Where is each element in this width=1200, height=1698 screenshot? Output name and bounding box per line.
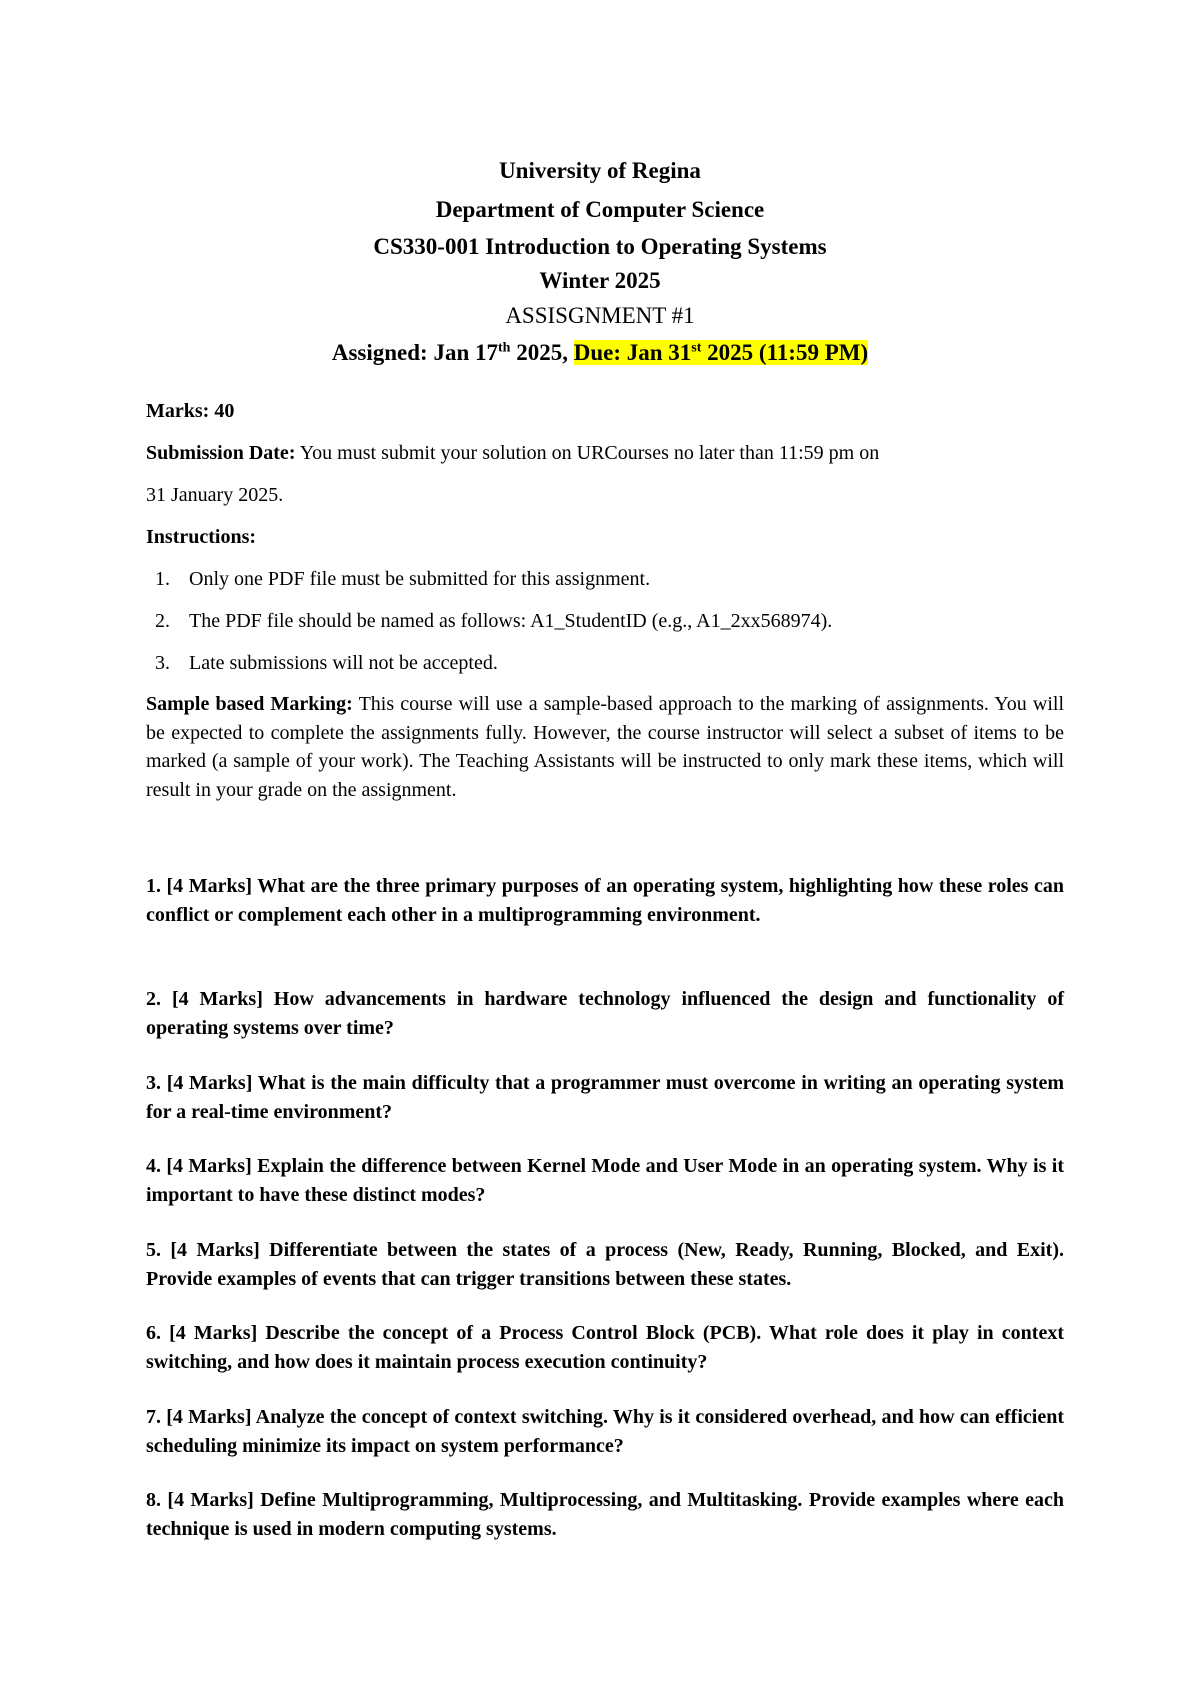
question-2: 2. [4 Marks] How advancements in hardware technology influenced the design and functionality of operating systems over time? (146, 988, 1064, 1039)
term: Winter 2025 (539, 268, 661, 293)
submission-date-label: Submission Date: (146, 442, 296, 464)
question-5: 5. [4 Marks] Differentiate between the states of a process (New, Ready, Running, Blocked, and Exit). Provide examples of events that can trigger transitions between these states. (146, 1239, 1064, 1290)
dates-line (0, 336, 1200, 370)
sample-marking-label: Sample based Marking: (146, 693, 353, 715)
instruction-item: 1. Only one PDF file must be submitted for this assignment. (155, 568, 651, 590)
submission-date-text: You must submit your solution on URCourses no later than 11:59 pm on (295, 442, 880, 464)
assigned-date: Assigned: Jan 17th 2025, (331, 340, 574, 365)
due-date-highlight: Due: Jan 31st 2025 (11:59 PM) (573, 340, 869, 365)
course-title: CS330-001 Introduction to Operating Systems (373, 234, 827, 259)
sample-marking-paragraph (146, 690, 1064, 804)
submission-date-line (146, 439, 879, 467)
instruction-item: 2. The PDF file should be named as follows: A1_StudentID (e.g., A1_2xx568974). (155, 610, 833, 632)
assignment-title: ASSISGNMENT #1 (505, 303, 695, 328)
instructions-label: Instructions: (146, 526, 257, 548)
university-name: University of Regina (499, 158, 701, 183)
department-name: Department of Computer Science (435, 197, 765, 222)
question-6: 6. [4 Marks] Describe the concept of a Process Control Block (PCB). What role does it play in context switching, and how does it maintain process execution continuity? (146, 1322, 1064, 1373)
marks-label: Marks: 40 (146, 400, 235, 422)
question-1: 1. [4 Marks] What are the three primary purposes of an operating system, highlighting how these roles can conflict or complement each other in a multiprogramming environment. (146, 875, 1064, 926)
question-7: 7. [4 Marks] Analyze the concept of context switching. Why is it considered overhead, and how can efficient scheduling minimize its impact on system performance? (146, 1406, 1064, 1457)
question-3: 3. [4 Marks] What is the main difficulty that a programmer must overcome in writing an operating system for a real-time environment? (146, 1072, 1064, 1123)
sample-marking-text: This course will use a sample-based approach to the marking of assignments. You will be expected to complete the assignments fully. However, the course instructor will select a subset of items to be marked (a sample of your work). The Teaching Assistants will be instructed to only mark these items, which will result in your grade on the assignment. (146, 693, 1064, 801)
question-4: 4. [4 Marks] Explain the difference between Kernel Mode and User Mode in an operating system. Why is it important to have these distinct modes? (146, 1155, 1064, 1206)
question-8: 8. [4 Marks] Define Multiprogramming, Multiprocessing, and Multitasking. Provide examples where each technique is used in modern computing systems. (146, 1489, 1064, 1540)
submission-date-line-2: 31 January 2025. (146, 484, 284, 506)
instruction-item: 3. Late submissions will not be accepted. (155, 652, 498, 674)
